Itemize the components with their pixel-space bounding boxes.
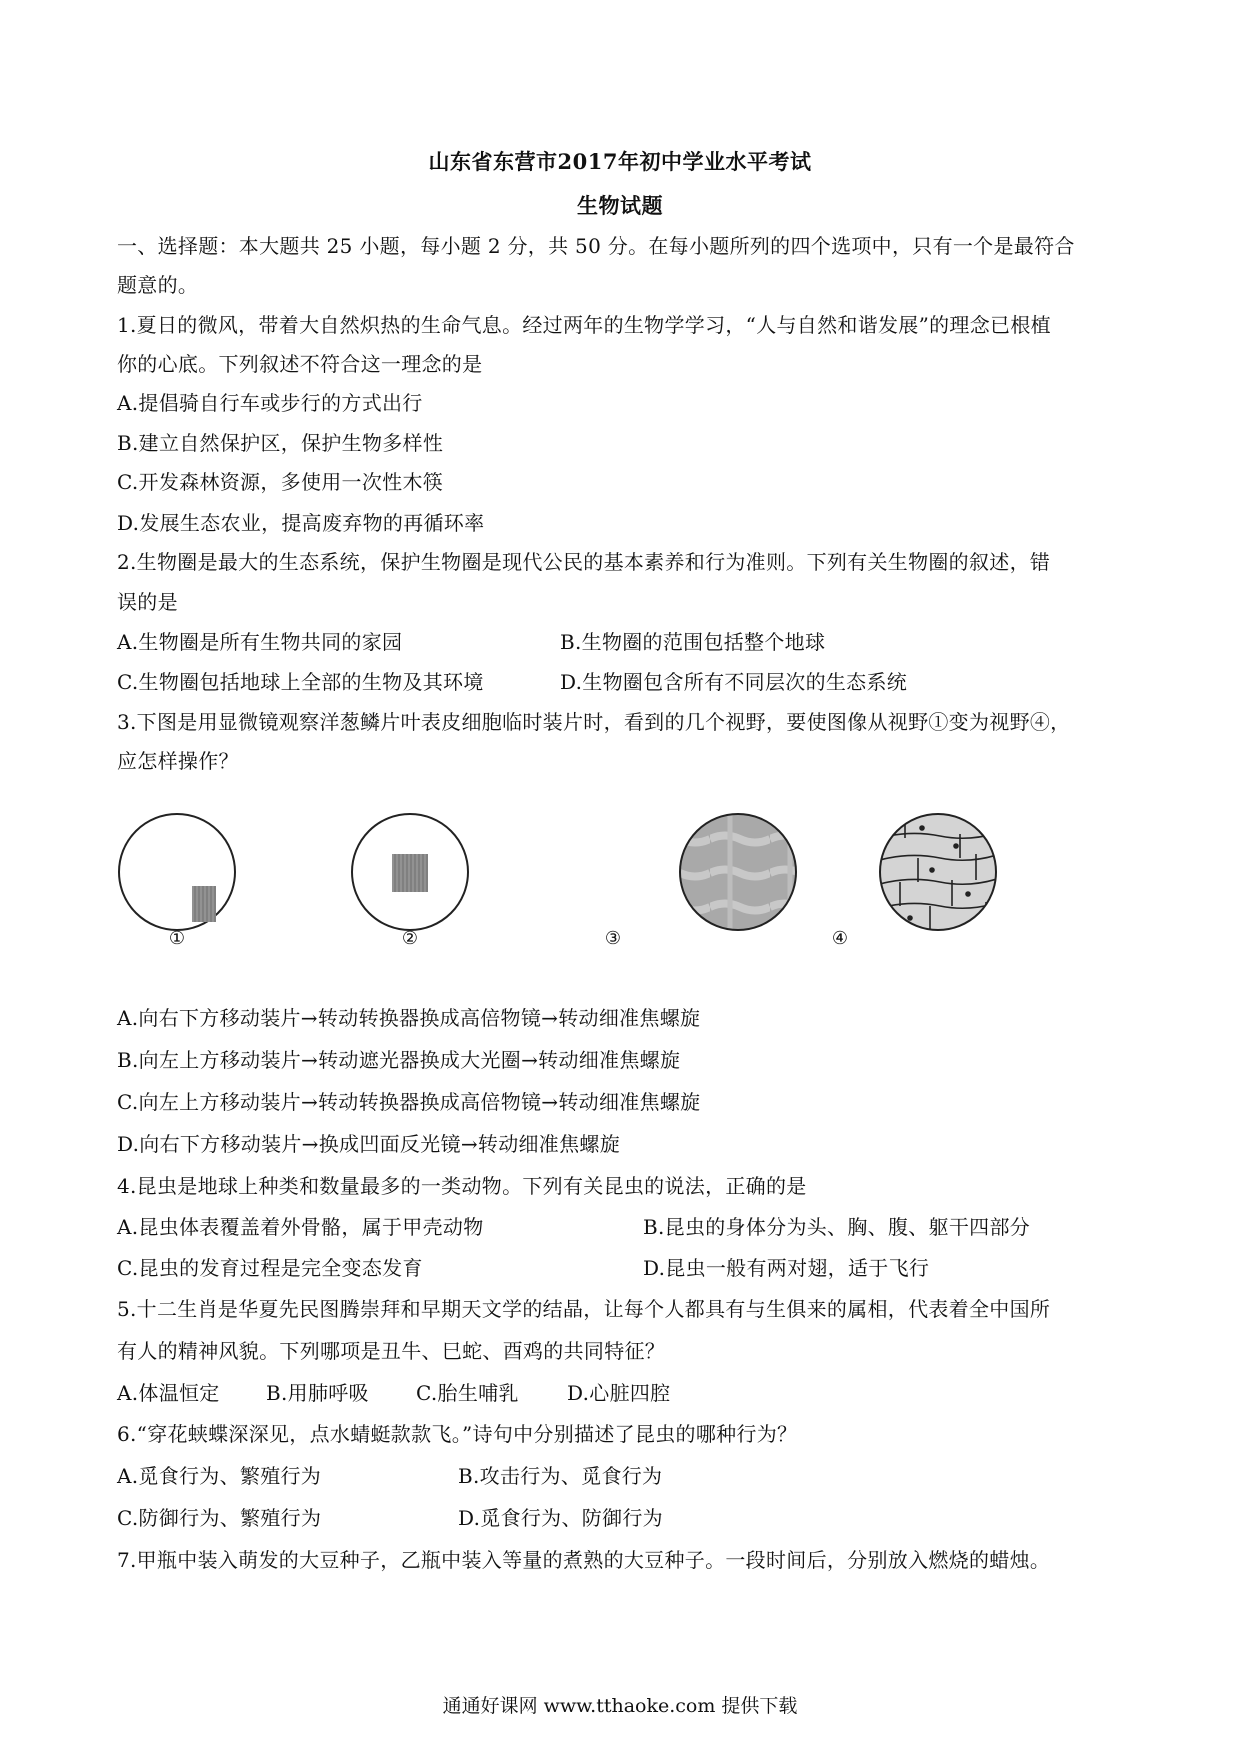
q3-stem-line-1: 3.下图是用显微镜观察洋葱鳞片叶表皮细胞临时装片时，看到的几个视野，要使图像从视野①变为视野④， (117, 710, 1071, 734)
q1-option-b: B.建立自然保护区，保护生物多样性 (117, 431, 444, 455)
q3-option-b: B.向左上方移动装片→转动遮光器换成大光圈→转动细准焦螺旋 (117, 1048, 681, 1072)
q2-option-c: C.生物圈包括地球上全部的生物及其环境 (117, 670, 484, 694)
q6-option-b: B.攻击行为、觅食行为 (458, 1464, 663, 1488)
q5-stem-line-2: 有人的精神风貌。下列哪项是丑牛、巳蛇、酉鸡的共同特征？ (117, 1339, 666, 1363)
q6-option-a: A.觅食行为、繁殖行为 (117, 1464, 322, 1488)
field-4-label: ④ (831, 928, 849, 949)
field-4-diagram (880, 814, 1000, 930)
q1-option-d: D.发展生态农业，提高废弃物的再循环率 (117, 511, 485, 535)
q2-option-b: B.生物圈的范围包括整个地球 (560, 630, 826, 654)
section-instruction-line-1: 一、选择题：本大题共 25 小题，每小题 2 分，共 50 分。在每小题所列的四个选项中，只有一个是最符合 (117, 234, 1075, 258)
q4-option-d: D.昆虫一般有两对翅，适于飞行 (643, 1256, 930, 1280)
q1-option-a: A.提倡骑自行车或步行的方式出行 (117, 391, 423, 415)
q4-option-c: C.昆虫的发育过程是完全变态发育 (117, 1256, 423, 1280)
q5-stem-line-1: 5.十二生肖是华夏先民图腾崇拜和早期天文学的结晶，让每个人都具有与生俱来的属相，代表着全中国所 (117, 1297, 1051, 1321)
q1-stem-line-1: 1.夏日的微风，带着大自然炽热的生命气息。经过两年的生物学学习，“人与自然和谐发展”的理念已根植 (117, 313, 1051, 337)
q3-option-a: A.向右下方移动装片→转动转换器换成高倍物镜→转动细准焦螺旋 (117, 1006, 701, 1030)
q3-option-c: C.向左上方移动装片→转动转换器换成高倍物镜→转动细准焦螺旋 (117, 1090, 701, 1114)
field-1-label: ① (168, 928, 186, 949)
q5-option-b: B.用肺呼吸 (266, 1381, 369, 1405)
q1-option-c: C.开发森林资源，多使用一次性木筷 (117, 470, 444, 494)
q2-option-a: A.生物圈是所有生物共同的家园 (117, 630, 403, 654)
q4-option-a: A.昆虫体表覆盖着外骨骼，属于甲壳动物 (117, 1215, 484, 1239)
q4-option-b: B.昆虫的身体分为头、胸、腹、躯干四部分 (643, 1215, 1031, 1239)
footer-download-note: 通通好课网 www.tthaoke.com 提供下载 (442, 1695, 798, 1717)
q7-stem: 7.甲瓶中装入萌发的大豆种子，乙瓶中装入等量的煮熟的大豆种子。一段时间后，分别放入燃烧的蜡烛。 (117, 1548, 1051, 1572)
q3-stem-line-2: 应怎样操作？ (117, 749, 239, 773)
field-2-diagram (352, 814, 468, 930)
field-1-diagram (119, 814, 235, 930)
q2-stem-line-1: 2.生物圈是最大的生态系统，保护生物圈是现代公民的基本素养和行为准则。下列有关生物圈的叙述，错 (117, 550, 1051, 574)
q6-option-c: C.防御行为、繁殖行为 (117, 1506, 322, 1530)
page-subtitle: 生物试题 (577, 193, 663, 218)
q5-option-a: A.体温恒定 (117, 1381, 220, 1405)
q5-option-d: D.心脏四腔 (567, 1381, 671, 1405)
q6-option-d: D.觅食行为、防御行为 (458, 1506, 663, 1530)
q4-stem: 4.昆虫是地球上种类和数量最多的一类动物。下列有关昆虫的说法，正确的是 (117, 1174, 807, 1198)
page-title: 山东省东营市2017年初中学业水平考试 (428, 149, 812, 174)
q5-option-c: C.胎生哺乳 (416, 1381, 519, 1405)
q6-stem: 6.“穿花蛱蝶深深见，点水蜻蜓款款飞。”诗句中分别描述了昆虫的哪种行为？ (117, 1422, 798, 1446)
q1-stem-line-2: 你的心底。下列叙述不符合这一理念的是 (117, 352, 483, 376)
field-2-label: ② (401, 928, 419, 949)
microscope-fields-figure (110, 788, 1010, 978)
field-3-diagram (678, 812, 798, 932)
q2-stem-line-2: 误的是 (117, 590, 178, 614)
field-3-label: ③ (604, 928, 622, 949)
q3-option-d: D.向右下方移动装片→换成凹面反光镜→转动细准焦螺旋 (117, 1132, 620, 1156)
q2-option-d: D.生物圈包含所有不同层次的生态系统 (560, 670, 908, 694)
section-instruction-line-2: 题意的。 (117, 273, 199, 297)
